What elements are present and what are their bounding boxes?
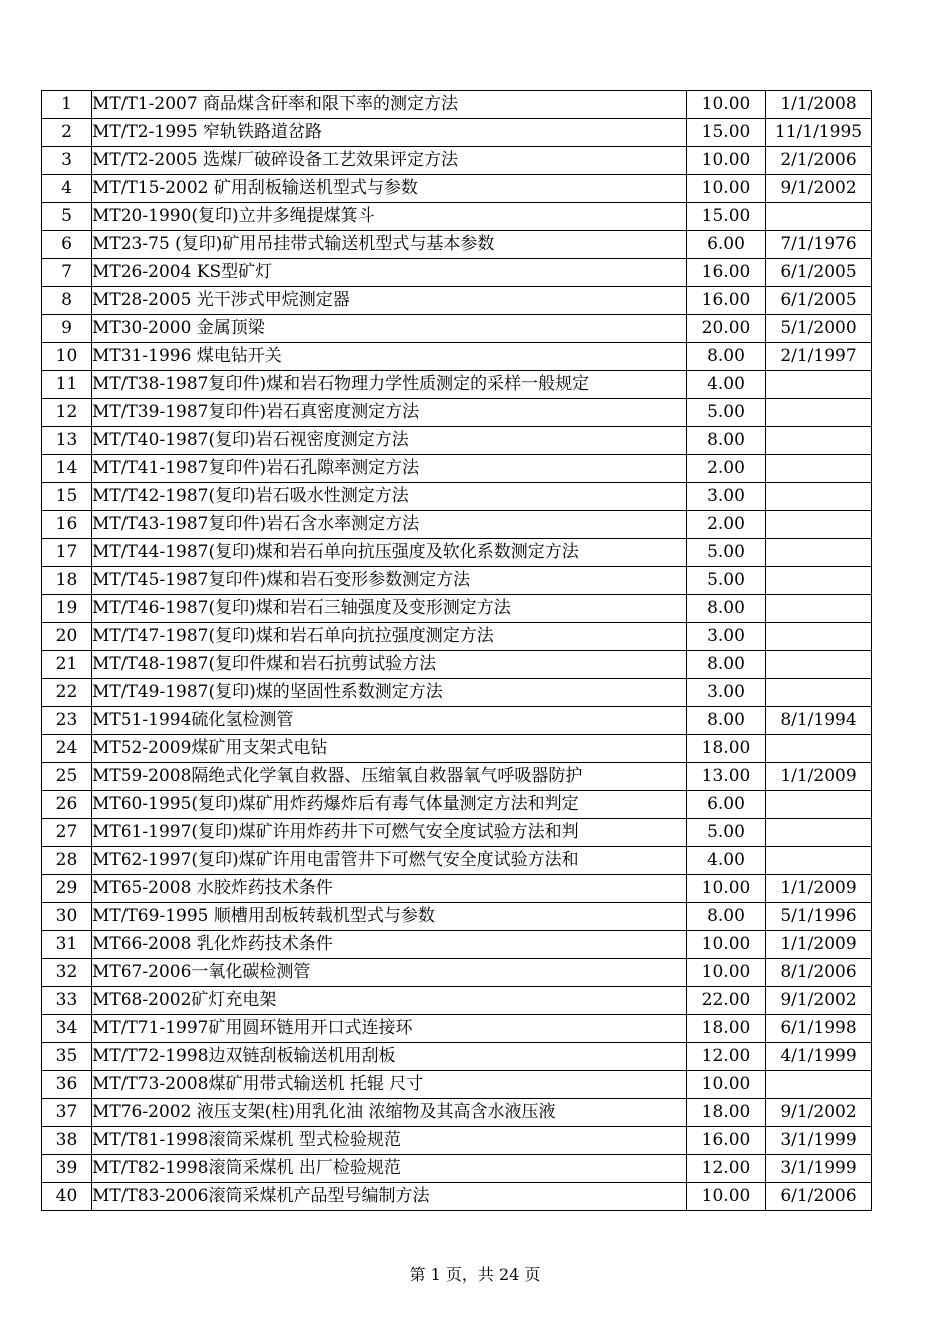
price-cell: 4.00 [687, 371, 766, 399]
table-row [42, 651, 872, 679]
standard-title-cell: MT/T71-1997矿用圆环链用开口式连接环 [92, 1015, 687, 1043]
price-cell: 2.00 [687, 455, 766, 483]
table-row [42, 119, 872, 147]
row-number-cell: 11 [42, 371, 92, 399]
date-cell [766, 539, 872, 567]
date-cell: 1/1/2009 [766, 875, 872, 903]
standard-title-cell: MT52-2009煤矿用支架式电钻 [92, 735, 687, 763]
table-row [42, 203, 872, 231]
standard-title-cell: MT66-2008 乳化炸药技术条件 [92, 931, 687, 959]
date-cell: 5/1/2000 [766, 315, 872, 343]
table-row [42, 1099, 872, 1127]
price-cell: 3.00 [687, 483, 766, 511]
table-row [42, 455, 872, 483]
row-number-cell: 29 [42, 875, 92, 903]
standard-title-cell: MT60-1995(复印)煤矿用炸药爆炸后有毒气体量测定方法和判定 [92, 791, 687, 819]
date-cell [766, 595, 872, 623]
date-cell [766, 427, 872, 455]
row-number-cell: 14 [42, 455, 92, 483]
table-body [42, 91, 872, 1211]
row-number-cell: 16 [42, 511, 92, 539]
date-cell: 9/1/2002 [766, 1099, 872, 1127]
date-cell [766, 735, 872, 763]
table-row [42, 399, 872, 427]
price-cell: 6.00 [687, 231, 766, 259]
date-cell: 8/1/2006 [766, 959, 872, 987]
row-number-cell: 12 [42, 399, 92, 427]
standard-title-cell: MT/T49-1987(复印)煤的坚固性系数测定方法 [92, 679, 687, 707]
date-cell [766, 1071, 872, 1099]
standard-title-cell: MT/T42-1987(复印)岩石吸水性测定方法 [92, 483, 687, 511]
row-number-cell: 17 [42, 539, 92, 567]
date-cell: 6/1/2005 [766, 259, 872, 287]
price-cell: 10.00 [687, 875, 766, 903]
table-row [42, 679, 872, 707]
standard-title-cell: MT/T44-1987(复印)煤和岩石单向抗压强度及软化系数测定方法 [92, 539, 687, 567]
row-number-cell: 22 [42, 679, 92, 707]
date-cell: 6/1/1998 [766, 1015, 872, 1043]
standard-title-cell: MT/T39-1987复印件)岩石真密度测定方法 [92, 399, 687, 427]
price-cell: 10.00 [687, 147, 766, 175]
table-row [42, 1015, 872, 1043]
standard-title-cell: MT/T83-2006滚筒采煤机产品型号编制方法 [92, 1183, 687, 1211]
table-row [42, 959, 872, 987]
row-number-cell: 34 [42, 1015, 92, 1043]
table-row [42, 847, 872, 875]
row-number-cell: 3 [42, 147, 92, 175]
standard-title-cell: MT/T2-2005 选煤厂破碎设备工艺效果评定方法 [92, 147, 687, 175]
price-cell: 16.00 [687, 259, 766, 287]
row-number-cell: 2 [42, 119, 92, 147]
price-cell: 20.00 [687, 315, 766, 343]
table-row [42, 791, 872, 819]
price-cell: 8.00 [687, 903, 766, 931]
price-cell: 10.00 [687, 91, 766, 119]
date-cell: 9/1/2002 [766, 175, 872, 203]
price-cell: 15.00 [687, 119, 766, 147]
standard-title-cell: MT/T81-1998滚筒采煤机 型式检验规范 [92, 1127, 687, 1155]
table-row [42, 735, 872, 763]
price-cell: 3.00 [687, 679, 766, 707]
date-cell [766, 847, 872, 875]
date-cell: 3/1/1999 [766, 1155, 872, 1183]
table-row [42, 875, 872, 903]
date-cell [766, 511, 872, 539]
price-cell: 2.00 [687, 511, 766, 539]
standard-title-cell: MT/T47-1987(复印)煤和岩石单向抗拉强度测定方法 [92, 623, 687, 651]
table-row [42, 1043, 872, 1071]
price-cell: 16.00 [687, 287, 766, 315]
table-row [42, 567, 872, 595]
price-cell: 12.00 [687, 1155, 766, 1183]
row-number-cell: 10 [42, 343, 92, 371]
table-row [42, 1183, 872, 1211]
price-cell: 6.00 [687, 791, 766, 819]
standard-title-cell: MT/T82-1998滚筒采煤机 出厂检验规范 [92, 1155, 687, 1183]
date-cell [766, 819, 872, 847]
date-cell [766, 399, 872, 427]
table-row [42, 259, 872, 287]
table-row [42, 147, 872, 175]
row-number-cell: 6 [42, 231, 92, 259]
row-number-cell: 5 [42, 203, 92, 231]
table-row [42, 903, 872, 931]
price-cell: 10.00 [687, 1071, 766, 1099]
date-cell: 6/1/2005 [766, 287, 872, 315]
row-number-cell: 7 [42, 259, 92, 287]
date-cell [766, 791, 872, 819]
table-row [42, 595, 872, 623]
standard-title-cell: MT/T48-1987(复印件煤和岩石抗剪试验方法 [92, 651, 687, 679]
price-cell: 8.00 [687, 343, 766, 371]
standard-title-cell: MT/T45-1987复印件)煤和岩石变形参数测定方法 [92, 567, 687, 595]
table-row [42, 343, 872, 371]
row-number-cell: 15 [42, 483, 92, 511]
standard-title-cell: MT/T43-1987复印件)岩石含水率测定方法 [92, 511, 687, 539]
table-row [42, 1071, 872, 1099]
table-row [42, 1127, 872, 1155]
date-cell: 2/1/1997 [766, 343, 872, 371]
standard-title-cell: MT/T1-2007 商品煤含矸率和限下率的测定方法 [92, 91, 687, 119]
price-cell: 5.00 [687, 539, 766, 567]
price-cell: 22.00 [687, 987, 766, 1015]
standard-title-cell: MT23-75 (复印)矿用吊挂带式输送机型式与基本参数 [92, 231, 687, 259]
row-number-cell: 1 [42, 91, 92, 119]
price-cell: 18.00 [687, 1099, 766, 1127]
row-number-cell: 36 [42, 1071, 92, 1099]
table-row [42, 231, 872, 259]
table-row [42, 707, 872, 735]
standard-title-cell: MT/T72-1998边双链刮板输送机用刮板 [92, 1043, 687, 1071]
row-number-cell: 38 [42, 1127, 92, 1155]
table-row [42, 371, 872, 399]
price-cell: 8.00 [687, 595, 766, 623]
standards-table [41, 90, 872, 1211]
row-number-cell: 39 [42, 1155, 92, 1183]
price-cell: 18.00 [687, 735, 766, 763]
row-number-cell: 26 [42, 791, 92, 819]
standard-title-cell: MT68-2002矿灯充电架 [92, 987, 687, 1015]
standard-title-cell: MT30-2000 金属顶梁 [92, 315, 687, 343]
standard-title-cell: MT62-1997(复印)煤矿许用电雷管井下可燃气安全度试验方法和 [92, 847, 687, 875]
row-number-cell: 19 [42, 595, 92, 623]
row-number-cell: 20 [42, 623, 92, 651]
price-cell: 4.00 [687, 847, 766, 875]
row-number-cell: 21 [42, 651, 92, 679]
standard-title-cell: MT65-2008 水胶炸药技术条件 [92, 875, 687, 903]
date-cell: 2/1/2006 [766, 147, 872, 175]
date-cell: 5/1/1996 [766, 903, 872, 931]
standard-title-cell: MT/T41-1987复印件)岩石孔隙率测定方法 [92, 455, 687, 483]
table-row [42, 931, 872, 959]
row-number-cell: 25 [42, 763, 92, 791]
standard-title-cell: MT/T69-1995 顺槽用刮板转载机型式与参数 [92, 903, 687, 931]
row-number-cell: 4 [42, 175, 92, 203]
price-cell: 10.00 [687, 959, 766, 987]
page-footer: 第 1 页，共 24 页 [409, 1265, 541, 1284]
standard-title-cell: MT26-2004 KS型矿灯 [92, 259, 687, 287]
date-cell: 1/1/2009 [766, 763, 872, 791]
date-cell [766, 623, 872, 651]
row-number-cell: 23 [42, 707, 92, 735]
price-cell: 18.00 [687, 1015, 766, 1043]
date-cell [766, 567, 872, 595]
standard-title-cell: MT28-2005 光干涉式甲烷测定器 [92, 287, 687, 315]
table-row [42, 763, 872, 791]
table-row [42, 623, 872, 651]
date-cell: 1/1/2009 [766, 931, 872, 959]
standard-title-cell: MT/T15-2002 矿用刮板输送机型式与参数 [92, 175, 687, 203]
row-number-cell: 27 [42, 819, 92, 847]
standard-title-cell: MT20-1990(复印)立井多绳提煤箕斗 [92, 203, 687, 231]
standard-title-cell: MT51-1994硫化氢检测管 [92, 707, 687, 735]
price-cell: 8.00 [687, 651, 766, 679]
date-cell [766, 679, 872, 707]
date-cell: 3/1/1999 [766, 1127, 872, 1155]
standard-title-cell: MT67-2006一氧化碳检测管 [92, 959, 687, 987]
table-row [42, 315, 872, 343]
row-number-cell: 33 [42, 987, 92, 1015]
table-row [42, 539, 872, 567]
row-number-cell: 32 [42, 959, 92, 987]
standard-title-cell: MT/T73-2008煤矿用带式输送机 托辊 尺寸 [92, 1071, 687, 1099]
row-number-cell: 18 [42, 567, 92, 595]
date-cell: 11/1/1995 [766, 119, 872, 147]
date-cell [766, 483, 872, 511]
date-cell: 6/1/2006 [766, 1183, 872, 1211]
row-number-cell: 31 [42, 931, 92, 959]
price-cell: 5.00 [687, 819, 766, 847]
table-row [42, 511, 872, 539]
price-cell: 3.00 [687, 623, 766, 651]
table-row [42, 483, 872, 511]
table-row [42, 987, 872, 1015]
row-number-cell: 35 [42, 1043, 92, 1071]
price-cell: 15.00 [687, 203, 766, 231]
date-cell: 4/1/1999 [766, 1043, 872, 1071]
row-number-cell: 24 [42, 735, 92, 763]
date-cell [766, 651, 872, 679]
table-row [42, 91, 872, 119]
date-cell: 9/1/2002 [766, 987, 872, 1015]
date-cell: 8/1/1994 [766, 707, 872, 735]
table-row [42, 1155, 872, 1183]
price-cell: 8.00 [687, 707, 766, 735]
row-number-cell: 37 [42, 1099, 92, 1127]
price-cell: 10.00 [687, 175, 766, 203]
price-cell: 12.00 [687, 1043, 766, 1071]
date-cell: 1/1/2008 [766, 91, 872, 119]
price-cell: 8.00 [687, 427, 766, 455]
standard-title-cell: MT61-1997(复印)煤矿许用炸药井下可燃气安全度试验方法和判 [92, 819, 687, 847]
price-cell: 10.00 [687, 931, 766, 959]
date-cell [766, 371, 872, 399]
price-cell: 13.00 [687, 763, 766, 791]
standard-title-cell: MT59-2008隔绝式化学氧自救器、压缩氧自救器氧气呼吸器防护 [92, 763, 687, 791]
standard-title-cell: MT31-1996 煤电钻开关 [92, 343, 687, 371]
price-cell: 10.00 [687, 1183, 766, 1211]
date-cell: 7/1/1976 [766, 231, 872, 259]
table-row [42, 427, 872, 455]
price-cell: 5.00 [687, 399, 766, 427]
date-cell [766, 203, 872, 231]
standard-title-cell: MT76-2002 液压支架(柱)用乳化油 浓缩物及其高含水液压液 [92, 1099, 687, 1127]
price-cell: 16.00 [687, 1127, 766, 1155]
table-row [42, 175, 872, 203]
row-number-cell: 8 [42, 287, 92, 315]
row-number-cell: 40 [42, 1183, 92, 1211]
row-number-cell: 9 [42, 315, 92, 343]
table-row [42, 819, 872, 847]
row-number-cell: 28 [42, 847, 92, 875]
row-number-cell: 30 [42, 903, 92, 931]
standard-title-cell: MT/T46-1987(复印)煤和岩石三轴强度及变形测定方法 [92, 595, 687, 623]
standard-title-cell: MT/T40-1987(复印)岩石视密度测定方法 [92, 427, 687, 455]
table-row [42, 287, 872, 315]
row-number-cell: 13 [42, 427, 92, 455]
standard-title-cell: MT/T38-1987复印件)煤和岩石物理力学性质测定的采样一般规定 [92, 371, 687, 399]
standard-title-cell: MT/T2-1995 窄轨铁路道岔路 [92, 119, 687, 147]
date-cell [766, 455, 872, 483]
price-cell: 5.00 [687, 567, 766, 595]
